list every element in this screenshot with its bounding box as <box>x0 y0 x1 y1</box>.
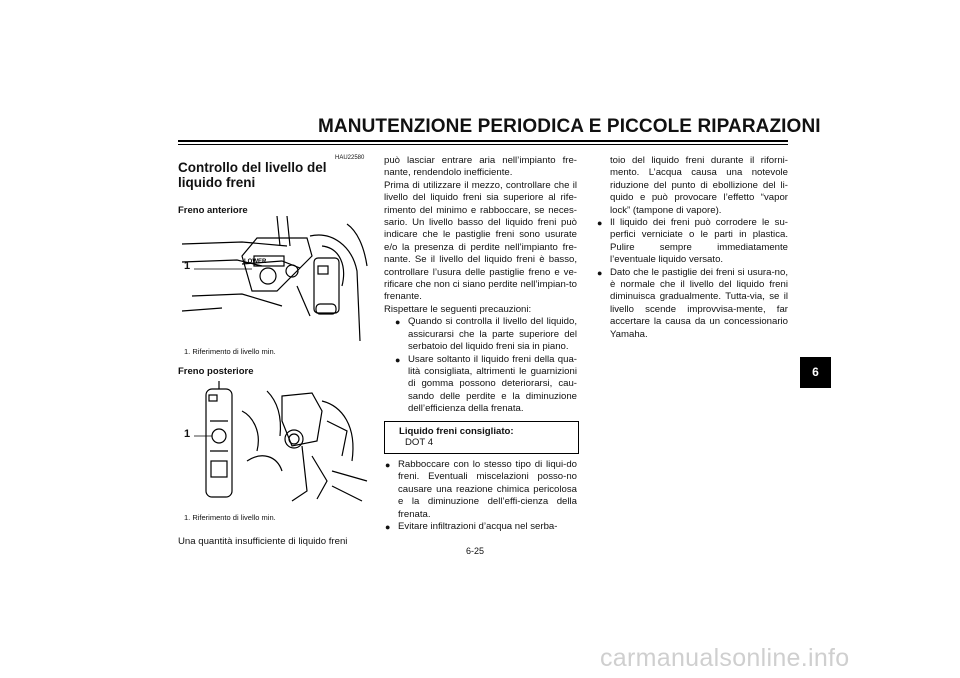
header-rule-thin <box>178 144 788 145</box>
chapter-tab: 6 <box>800 357 831 388</box>
bullet-icon: ● <box>385 460 391 470</box>
watermark: carmanualsonline.info <box>600 644 850 672</box>
bullet-icon: ● <box>395 354 401 365</box>
rear-brake-caption: 1. Riferimento di livello min. <box>184 513 276 522</box>
rear-brake-illustration <box>182 381 371 506</box>
col2-precautions-intro: Rispettare le seguenti precauzioni: <box>384 303 532 315</box>
col2-paragraph-2: Prima di utilizzare il mezzo, controllare che il livello del liquido freni sia superiore al rife-rimento del minimo e rabboccare, se neces-sario. Un livello basso del liquido freni può indicare che le pastiglie freni sono usurate e/o la presenza di perdite nell’impianto fre-nante. Se il livello del liquido freni è basso, controllare l’usura delle pastiglie freno e ve-rificare che non ci siano perdite nell’impian-to frenante. <box>384 179 577 303</box>
column-2 <box>384 155 577 416</box>
front-brake-heading: Freno anteriore <box>178 205 248 216</box>
list-item: ● Evitare infiltrazioni d’acqua nel serba- <box>385 521 558 533</box>
rear-brake-heading: Freno posteriore <box>178 366 254 377</box>
rear-callout-number: 1 <box>184 428 191 440</box>
front-brake-caption: 1. Riferimento di livello min. <box>184 347 276 356</box>
bullet-icon: ● <box>597 267 603 278</box>
recommended-fluid-value: DOT 4 <box>405 437 434 448</box>
section-code: HAU22580 <box>335 155 365 161</box>
list-item: ● Usare soltanto il liquido freni della qua-lità consigliata, altrimenti le guarnizioni di gomma possono deteriorarsi, cau-sando delle perdite e la diminuzione dell’efficienza della frenata. <box>395 353 577 415</box>
list-item: ● Dato che le pastiglie dei freni si usura-no, è normale che il livello del liquido freni diminuisca gradualmente. Tutta-via, se il livello scende improvvisa-mente, far accertare la causa da un concessionario Yamaha. <box>597 266 788 340</box>
list-item: ● Rabboccare con lo stesso tipo di liqui-do freni. Eventuali miscelazioni posso-no causare una reazione chimica pericolosa e la diminuzione dell’effi-cienza della frenata. <box>385 459 577 520</box>
page-number: 6-25 <box>466 546 485 556</box>
bullet-icon: ● <box>395 317 401 328</box>
recommended-fluid-title: Liquido freni consigliato: <box>399 426 514 437</box>
front-brake-illustration <box>182 216 371 341</box>
bullet-icon: ● <box>385 522 391 533</box>
lower-mark-label: LOWER <box>244 259 267 265</box>
col3-continuation: toio del liquido freni durante il riforni-mento. L’acqua causa una notevole riduzione del punto di ebollizione del li-quido e può provocare l’effetto “vapor lock” (tampone di vapore). <box>610 155 788 216</box>
front-callout-number: 1 <box>184 260 191 272</box>
page-header-title: MANUTENZIONE PERIODICA E PICCOLE RIPARAZIONI <box>318 116 821 137</box>
col1-last-line: Una quantità insufficiente di liquido freni <box>178 536 348 547</box>
column-2-continued <box>384 459 577 533</box>
header-rule <box>178 140 788 142</box>
column-3 <box>596 155 788 341</box>
section-title: Controllo del livello del liquido freni <box>178 160 327 190</box>
recommended-fluid-box <box>384 421 579 454</box>
bullet-icon: ● <box>597 218 603 229</box>
list-item: ● Quando si controlla il livello del liquido, assicurarsi che la parte superiore del serbatoio del liquido freni sia in piano. <box>395 316 577 353</box>
col2-paragraph-1: può lasciar entrare aria nell’impianto fre-nante, rendendolo inefficiente. <box>384 155 577 179</box>
list-item: ● Il liquido dei freni può corrodere le su-perfici verniciate o le parti in plastica. Pulire sempre immediatamente l’eventuale liquido versato. <box>597 217 788 266</box>
